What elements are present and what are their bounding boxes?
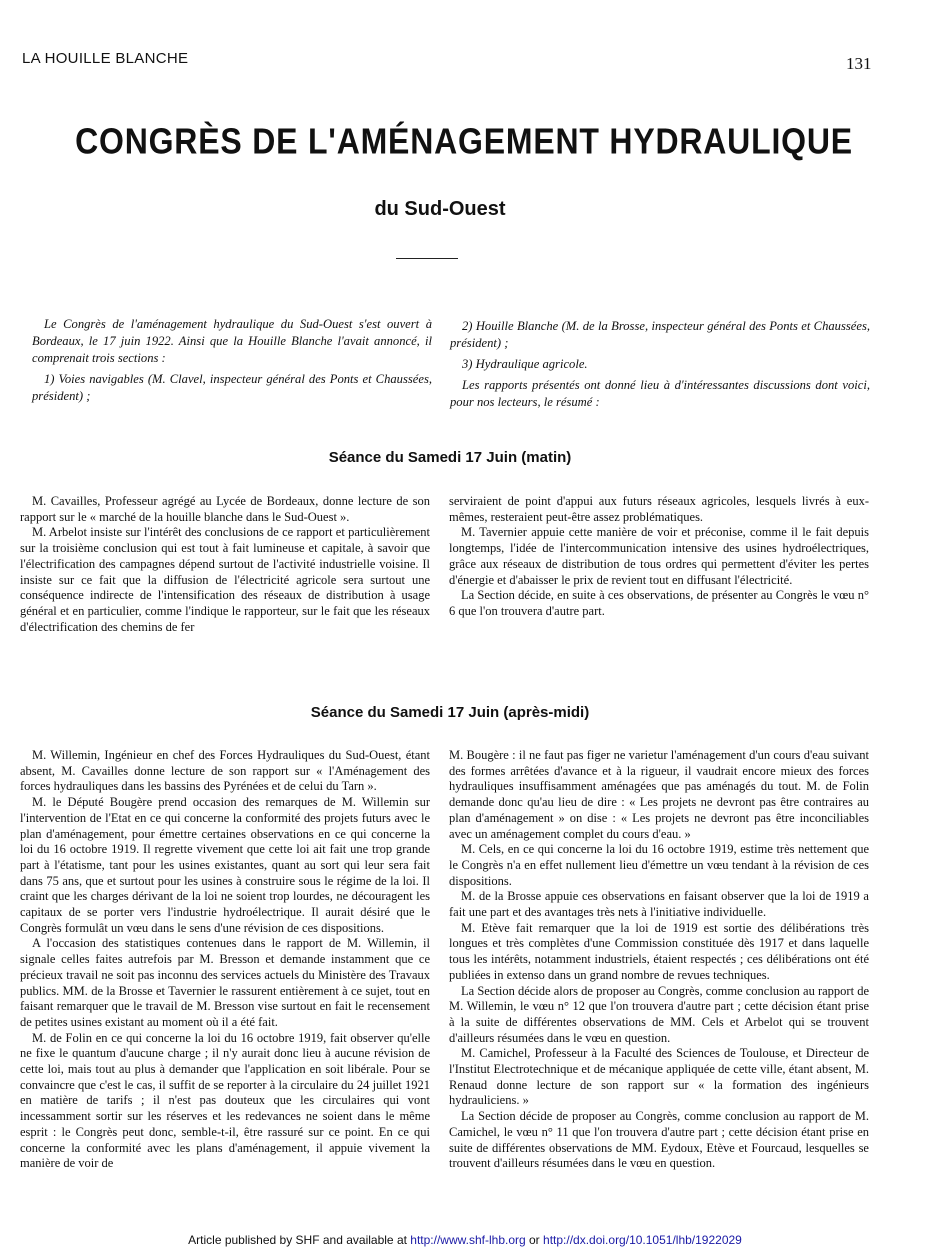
publication-footer [0,1233,930,1247]
body-paragraph: M. de Folin en ce qui concerne la loi du 16 octobre 1919, fait observer qu'elle ne fixe le quantum d'aucune charge ; il n'y aurait donc lieu à aucune révision de cette loi, mais tout au plus à demander que l'application en soit libérale. Pour se convaincre que c'est le cas, il suffit de se reporter à la circulaire du 24 juillet 1921 en matière de tarifs ; il n'est pas douteux que les circulaires qui vont incessamment sortir sur les réserves et les redevances ne soient dans le même esprit : le Congrès peut donc, semble-t-il, être rassuré sur ce point. En ce qui concerne la conformité avec les plans d'aménagement, il appuie vivement la manière de voir de [20,1030,430,1171]
body-paragraph: M. Camichel, Professeur à la Faculté des Sciences de Toulouse, et Directeur de l'Institut Electrotechnique et de mécanique appliquée de cette ville, étant absent, M. Renaud donne lecture de son rapport sur « la formation des ingénieurs hydrauliciens. » [449,1046,869,1108]
shf-link[interactable]: http://www.shf-lhb.org [410,1233,526,1247]
intro-paragraph: 1) Voies navigables (M. Clavel, inspecteur général des Ponts et Chaussées, président) ; [32,372,432,403]
intro-paragraph: Les rapports présentés ont donné lieu à d'intéressantes discussions dont voici, pour nos lecteurs, le résumé : [450,378,870,409]
page-number: 131 [846,54,872,73]
body-paragraph: M. Cavailles, Professeur agrégé au Lycée de Bordeaux, donne lecture de son rapport sur le « marché de la houille blanche dans le Sud-Ouest ». [20,494,430,524]
body-paragraph: A l'occasion des statistiques contenues dans le rapport de M. Willemin, il signale celles faites autrefois par M. Bresson et demande instamment que ce précieux travail ne soit pas inconnu des services actuels du Ministère des Travaux publics. MM. de la Brosse et Tavernier le rassurent entièrement à ce sujet, tout en faisant remarquer que le travail de M. Bresson vise surtout en fait le recensement de petites usines existant au moment où il a été fait. [20,936,430,1029]
section1-right-column [449,494,869,620]
body-paragraph: M. Arbelot insiste sur l'intérêt des conclusions de ce rapport et particulièrement sur la troisième conclusion qui est tout à fait lumineuse et capitale, à savoir que l'électrification des campagnes dépend surtout de l'activité industrielle voisine. Il insiste sur ce fait que la diffusion de l'électricité agricole sera surtout une conséquence indirecte de l'intensification des réseaux de distribution à usage général et en particulier, comme l'indique le rapporteur, sur le fait que les réseaux d'électrification des chemins de fer [20,525,430,634]
title-divider [396,258,458,259]
article-title: CONGRÈS DE L'AMÉNAGEMENT HYDRAULIQUE [75,121,853,162]
section1-left-column [20,494,430,635]
footer-text: or [525,1233,544,1247]
body-paragraph: serviraient de point d'appui aux futurs réseaux agricoles, lesquels livrés à eux-mêmes, resteraient peut-être assez problématiques. [449,494,869,524]
article-subtitle: du Sud-Ouest [374,198,506,220]
intro-paragraph: 2) Houille Blanche (M. de la Brosse, inspecteur général des Ponts et Chaussées, président) ; [450,319,870,350]
section2-left-column [20,748,430,1172]
section-heading-afternoon: Séance du Samedi 17 Juin (après-midi) [310,704,590,721]
body-paragraph: M. Willemin, Ingénieur en chef des Forces Hydrauliques du Sud-Ouest, étant absent, M. Cavailles donne lecture de son rapport sur « l'Aménagement des forces hydrauliques dans les bassins des Pyrénées et de celui du Tarn ». [20,748,430,794]
intro-right-column [450,318,870,415]
body-paragraph: M. le Député Bougère prend occasion des remarques de M. Willemin sur l'intervention de l'Etat en ce qui concerne la conformité des projets futurs avec le plan d'aménagement, pour émettre certaines observations en ce qui concerne la loi du 16 octobre 1919. Il regrette vivement que cette loi ait fait une trop grande part à l'étatisme, tant pour les usines existantes, quant au sort qui leur sera fait dans 75 ans, que et surtout pour les usines à construire sous le régime de la loi. Il craint que les charges dérivant de la loi ne soient trop lourdes, ne découragent les capitaux de se porter vers l'industrie hydroélectrique. Il aurait désiré que le Congrès formulât un vœu dans le sens d'une révision de ces dispositions. [20,795,430,935]
body-paragraph: La Section décide alors de proposer au Congrès, comme conclusion au rapport de M. Willemin, le vœu n° 12 que l'on trouvera d'autre part ; cette décision étant prise à la suite de différentes observations de MM. Cels et Arbelot qui se trouvent d'ailleurs résumées dans le vœu en question. [449,983,869,1045]
footer-text: Article published by SHF and available at [188,1233,411,1247]
intro-paragraph: Le Congrès de l'aménagement hydraulique du Sud-Ouest s'est ouvert à Bordeaux, le 17 juin 1922. Ainsi que la Houille Blanche l'avait annoncé, il comprenait trois sections : [32,317,432,365]
intro-paragraph: 3) Hydraulique agricole. [462,357,588,371]
body-paragraph: M. de la Brosse appuie ces observations en faisant observer que la loi de 1919 a fait une part et des avantages très nets à l'initiative individuelle. [449,889,869,920]
intro-left-column [32,316,432,409]
journal-name: LA HOUILLE BLANCHE [22,50,189,67]
doi-link[interactable]: http://dx.doi.org/10.1051/lhb/1922029 [543,1233,742,1247]
section2-right-column [449,748,869,1172]
body-paragraph: La Section décide de proposer au Congrès, comme conclusion au rapport de M. Camichel, le vœu n° 11 que l'on trouvera d'autre part ; cette décision étant prise en suite de différentes observations de MM. Eydoux, Etève et Fourcaud, lesquelles se trouvent d'ailleurs résumées dans le vœu en question. [449,1109,869,1171]
body-paragraph: M. Bougère : il ne faut pas figer ne varietur l'aménagement d'un cours d'eau suivant des formes arrêtées d'avance et à la rigueur, il vaudrait encore mieux des forces hydrauliques insuffisamment aménagées que pas aménagés du tout. M. de Folin demande donc qu'au lieu de dire : « Les projets ne devront pas être contraires au plan d'aménagement » on dise : « Les projets ne devront pas être inconciliables avec un aménagement complet du cours d'eau. » [449,748,869,841]
section-heading-morning: Séance du Samedi 17 Juin (matin) [328,449,572,466]
body-paragraph: M. Etève fait remarquer que la loi de 1919 est sortie des délibérations très longues et très complètes d'une Commission constituée dès 1917 et dans laquelle tous les intérêts, notamment industriels, étaient respectés ; ces délibérations ont été publiées in extenso dans un grand nombre de revues techniques. [449,920,869,982]
body-paragraph: M. Tavernier appuie cette manière de voir et préconise, comme il le fait depuis longtemps, l'idée de l'intercommunication intensive des usines hydroélectriques, grâce aux réseaux de distribution de tous ordres qui permettent d'éviter les pertes d'énergie et d'abaisser le prix de revient tout en diffusant l'électricité. [449,525,869,587]
body-paragraph: La Section décide, en suite à ces observations, de présenter au Congrès le vœu n° 6 que l'on trouvera d'autre part. [449,588,869,618]
body-paragraph: M. Cels, en ce qui concerne la loi du 16 octobre 1919, estime très nettement que le Congrès n'a en effet nullement lieu d'émettre un vœu tendant à la révision de ces dispositions. [449,842,869,888]
